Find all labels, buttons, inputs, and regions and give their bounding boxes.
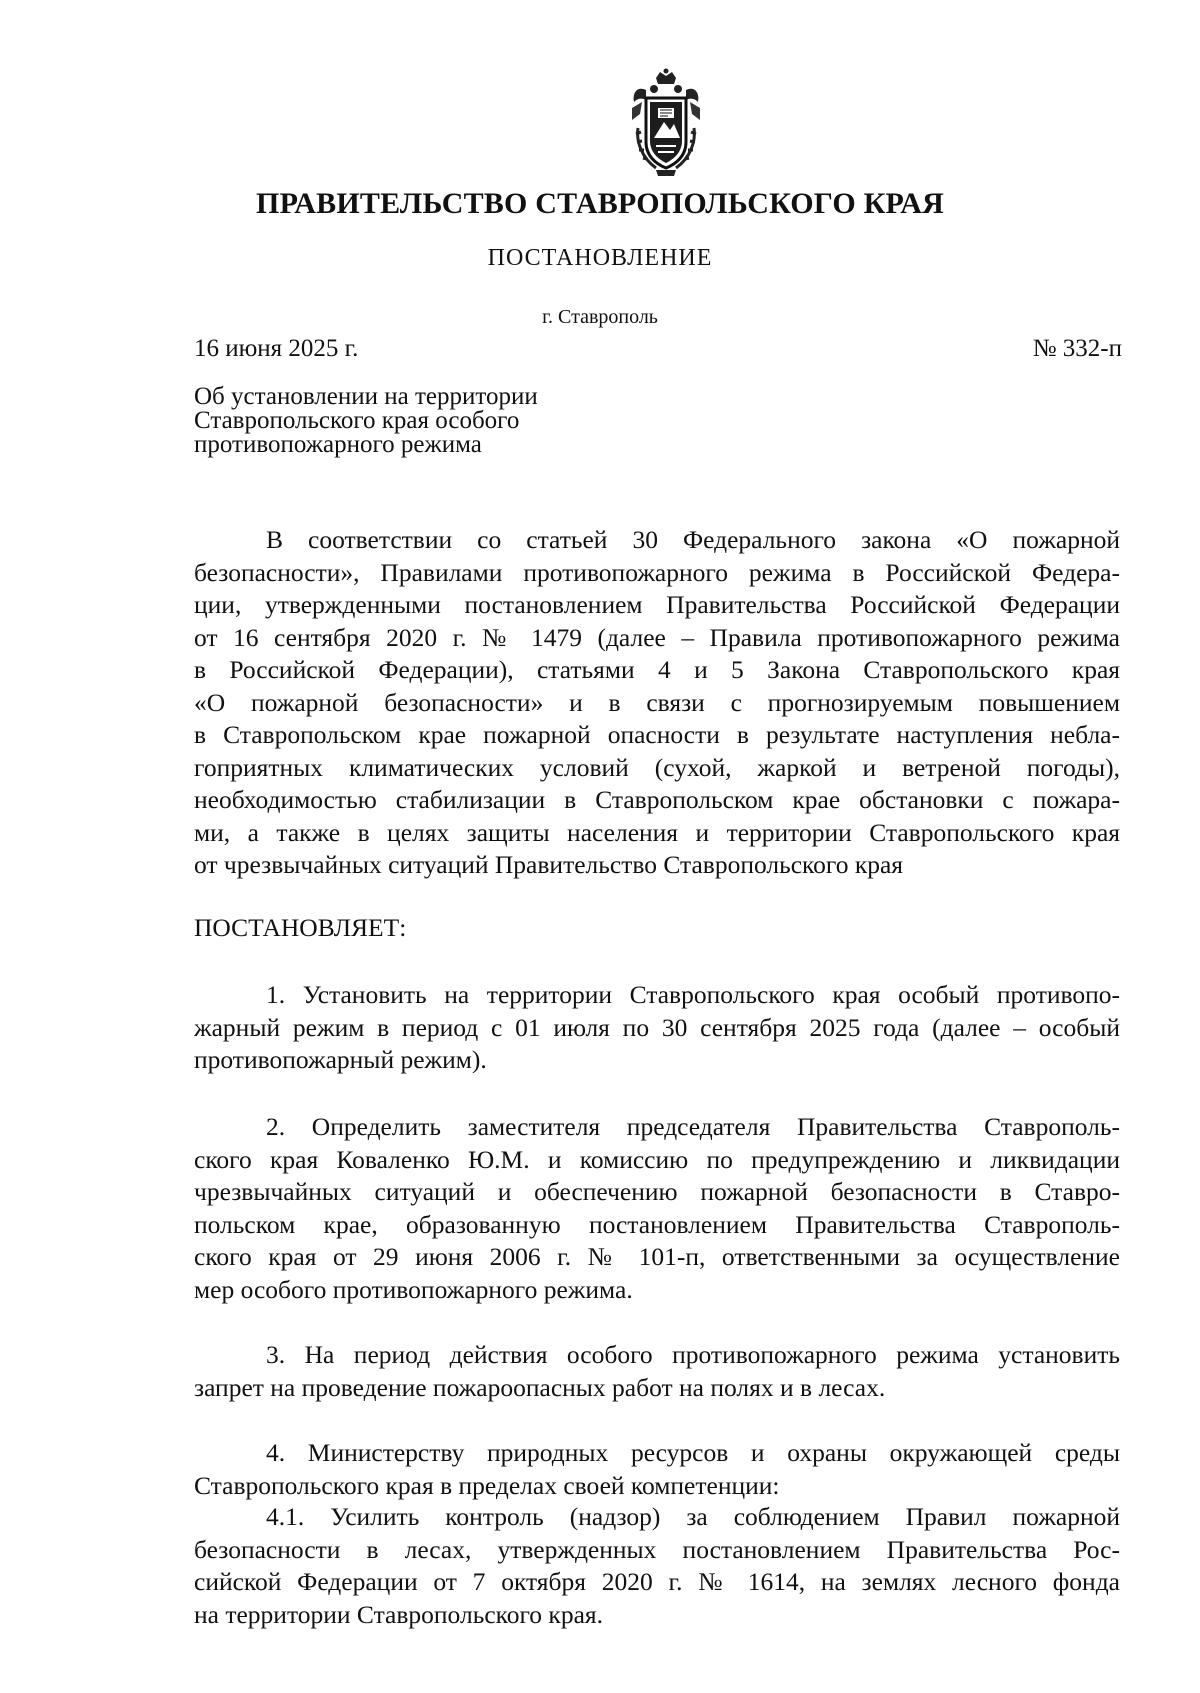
- text-line: от чрезвычайных ситуаций Правительство Ставропольского края: [194, 850, 904, 879]
- government-title: ПРАВИТЕЛЬСТВО СТАВРОПОЛЬСКОГО КРАЯ: [256, 187, 944, 220]
- text-line: ского края Коваленко Ю.М. и комиссию по предупреждению и ликвидации: [194, 1144, 1120, 1174]
- text-line: мер особого противопожарного режима.: [194, 1274, 633, 1304]
- text-line: запрет на проведение пожароопасных работ на полях и в лесах.: [194, 1372, 886, 1402]
- text-line: В соответствии со статьей 30 Федерального закона «О пожарной: [266, 525, 1120, 554]
- text-line: безопасности в лесах, утвержденных постановлением Правительства Рос-: [194, 1534, 1120, 1564]
- item-2: [194, 1111, 1120, 1306]
- subject-heading: [194, 385, 714, 457]
- text-line: польском крае, образованную постановлением Правительства Ставрополь-: [194, 1209, 1120, 1239]
- subject-line: Об установлении на территории: [194, 383, 538, 410]
- decree-word: ПОСТАНОВЛЯЕТ:: [194, 913, 407, 942]
- text-line: 1. Установить на территории Ставропольского края особый противопо-: [266, 980, 1120, 1009]
- text-line: Ставропольского края в пределах своей компетенции:: [194, 1470, 780, 1500]
- text-line: «О пожарной безопасности» и в связи с прогнозируемым повышением: [194, 687, 1120, 717]
- text-line: от 16 сентября 2020 г. № 1479 (далее – Правила противопожарного режима: [194, 622, 1120, 652]
- text-line: 2. Определить заместителя председателя Правительства Ставрополь-: [266, 1112, 1120, 1141]
- text-line: 4.1. Усилить контроль (надзор) за соблюдением Правил пожарной: [266, 1502, 1120, 1531]
- text-line: 3. На период действия особого противопожарного режима установить: [266, 1340, 1120, 1369]
- document-number: № 332-п: [1032, 335, 1122, 362]
- text-line: в Ставропольском крае пожарной опасности в результате наступления небла-: [194, 720, 1120, 749]
- city: г. Ставрополь: [542, 306, 658, 328]
- text-line: необходимостью стабилизации в Ставропольском крае обстановки с пожара-: [194, 785, 1120, 814]
- document-type: ПОСТАНОВЛЕНИЕ: [487, 245, 713, 271]
- item-3: [194, 1339, 1120, 1404]
- coat-of-arms-icon: [628, 68, 704, 180]
- text-line: ского края от 29 июня 2006 г. № 101-п, ответственными за осуществление: [194, 1242, 1120, 1271]
- text-line: в Российской Федерации), статьями 4 и 5 Закона Ставропольского края: [194, 655, 1120, 684]
- subject-line: противопожарного режима: [194, 431, 482, 458]
- text-line: чрезвычайных ситуаций и обеспечению пожарной безопасности в Ставро-: [194, 1177, 1120, 1206]
- text-line: на территории Ставропольского края.: [194, 1599, 603, 1629]
- text-line: жарный режим в период с 01 июля по 30 сентября 2025 года (далее – особый: [194, 1012, 1120, 1042]
- item-1: [194, 979, 1120, 1077]
- preamble-paragraph: [194, 524, 1120, 882]
- text-line: противопожарный режим).: [194, 1045, 487, 1074]
- document-date: 16 июня 2025 г.: [194, 335, 359, 362]
- item-4: [194, 1437, 1120, 1502]
- text-line: сийской Федерации от 7 октября 2020 г. № 1614, на землях лесного фонда: [194, 1567, 1120, 1596]
- item-4-1: [194, 1501, 1120, 1631]
- text-line: гоприятных климатических условий (сухой, жаркой и ветреной погоды),: [194, 752, 1120, 782]
- text-line: 4. Министерству природных ресурсов и охраны окружающей среды: [266, 1438, 1120, 1467]
- text-line: безопасности», Правилами противопожарного режима в Российской Федера-: [194, 557, 1120, 587]
- text-line: ми, а также в целях защиты населения и территории Ставропольского края: [194, 817, 1120, 847]
- text-line: ции, утвержденными постановлением Правительства Российской Федерации: [194, 590, 1120, 619]
- subject-line: Ставропольского края особого: [194, 407, 520, 434]
